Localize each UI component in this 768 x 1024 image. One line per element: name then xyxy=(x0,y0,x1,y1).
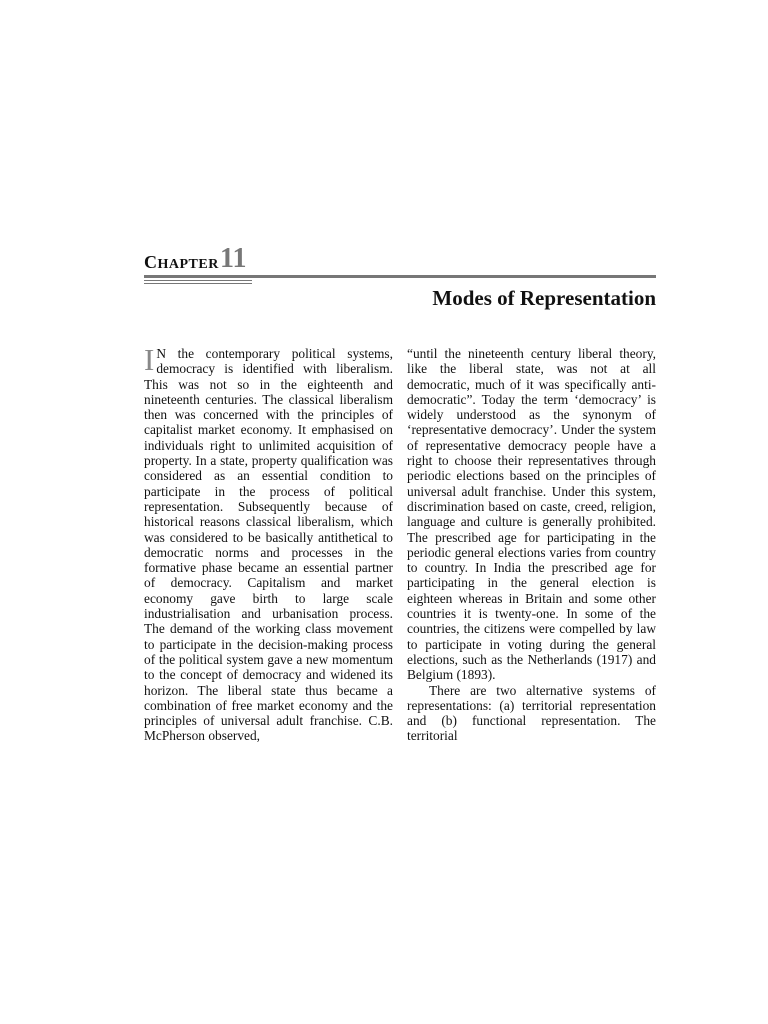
chapter-number: 11 xyxy=(220,243,247,274)
chapter-label xyxy=(144,252,219,273)
rule-thin-2 xyxy=(144,283,252,284)
chapter-label-rest: HAPTER xyxy=(157,257,219,272)
chapter-heading xyxy=(144,244,656,284)
rule-thick xyxy=(144,275,656,278)
chapter-rules xyxy=(144,275,656,284)
drop-cap: I xyxy=(144,342,155,377)
chapter-label-initial: C xyxy=(144,252,158,272)
left-paragraph-1 xyxy=(144,342,393,744)
right-paragraph-2: There are two alternative systems of representations: (a) territorial representation and (b) functional representation. The territorial xyxy=(407,682,656,744)
page-title: Modes of Representation xyxy=(432,286,656,310)
right-paragraph-1: “until the nineteenth century liberal theory, like the liberal state, was not at all democratic, much of it was specifically anti-democratic”. Today the term ‘democracy’ is widely understood as the synonym of ‘representative democracy’. Under the system of representative democracy people have a right to choose their representatives through periodic elections based on the principles of universal adult franchise. Under this system, discrimination based on caste, creed, religion, language and culture is generally prohibited. The prescribed age for participating in the periodic general elections varies from country to country. In India the prescribed age for participating in the general election is eighteen whereas in Britain and some other countries it is twenty-one. In some of the countries, the citizens were compelled by law to participate in voting during the general elections, such as the Netherlands (1917) and Belgium (1893). xyxy=(407,346,656,683)
left-column xyxy=(144,342,393,744)
left-paragraph-1-text: N the contemporary political systems, democracy is identified with liberalism. This was not so in the eighteenth and nineteenth centuries. The classical liberalism then was concerned with the principles of capitalist market economy. It emphasised on individuals right to unlimited acquisition of property. In a state, property qualification was considered as an essential condition to participate in the process of political representation. Subsequently because of historical reasons classical liberalism, which was considered to be basically antithetical to democratic norms and processes in the formative phase became an essential partner of democracy. Capitalism and market economy gave birth to large scale industrialisation and urbanisation process. The demand of the working class movement to participate in the decision-making process of the political system gave a new momentum to the concept of democracy and widened its horizon. The liberal state thus became a combination of free market economy and the principles of universal adult franchise. C.B. McPherson observed, xyxy=(144,346,393,744)
rule-thin-1 xyxy=(144,280,252,281)
right-column xyxy=(407,346,656,744)
